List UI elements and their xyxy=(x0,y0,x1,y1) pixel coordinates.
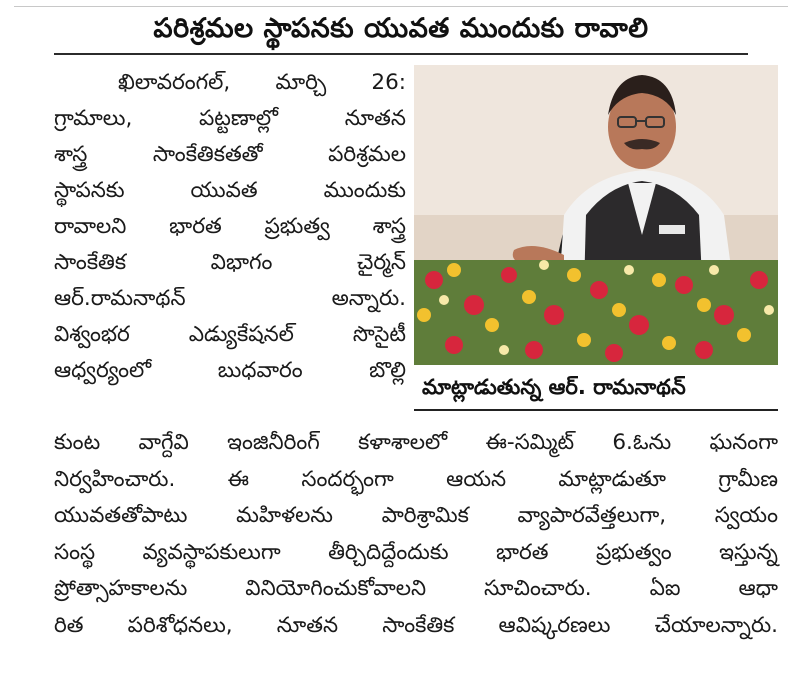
body-line: నిర్వహించారు. ఈ సందర్భంగా ఆయన మాట్లాడుతూ గ్రామీణ xyxy=(54,466,778,492)
body-line: ఆధ్వర్యంలో బుధవారం బొల్లి xyxy=(54,358,406,383)
speaker-photo xyxy=(414,65,778,365)
body-line: సాంకేతిక విభాగం చైర్మన్ xyxy=(54,250,406,275)
body-line: సంస్థ వ్యవస్థాపకులుగా తీర్చిదిద్దేందుకు భారత ప్రభుత్వం ఇస్తున్న xyxy=(54,539,778,565)
body-line: ఆర్.రామనాథన్ అన్నారు. xyxy=(54,286,406,311)
body-line: శాస్త్ర సాంకేతికతతో పరిశ్రమల xyxy=(54,142,406,167)
body-line: విశ్వంభర ఎడ్యుకేషనల్ సొసైటీ xyxy=(54,322,406,347)
headline: పరిశ్రమల స్థాపనకు యువత ముందుకు రావాలి xyxy=(153,13,649,44)
body-line: ప్రోత్సాహకాలను వినియోగించుకోవాలని సూచించారు. ఏఐ ఆధా xyxy=(54,576,778,601)
dateline: ఖిలావరంగల్, మార్చి 26: xyxy=(118,70,406,95)
newspaper-clipping xyxy=(14,6,788,677)
body-column-full xyxy=(54,425,778,644)
body-line: స్థాపనకు యువత ముందుకు xyxy=(54,178,406,203)
photo-caption-box xyxy=(414,365,778,411)
body-line: యువతతోపాటు మహిళలను పారిశ్రామిక వ్యాపారవేత్తలుగా, స్వయం xyxy=(54,503,778,528)
photo-caption: మాట్లాడుతున్న ఆర్. రామనాథన్ xyxy=(422,375,686,399)
speaker-illustration xyxy=(414,65,778,365)
body-column-left xyxy=(54,65,406,389)
body-line: కుంట వాగ్దేవి ఇంజినీరింగ్ కళాశాలలో ఈ-సమ్మిట్ 6.ఓను ఘనంగా xyxy=(54,430,778,455)
body-line: రావాలని భారత ప్రభుత్వ శాస్త్ర xyxy=(54,214,406,239)
body-line: గ్రామాలు, పట్టణాల్లో నూతన xyxy=(54,106,406,131)
headline-rule xyxy=(54,53,748,55)
body-line: రిత పరిశోధనలు, నూతన సాంకేతిక ఆవిష్కరణలు చేయాలన్నారు. xyxy=(54,612,778,638)
